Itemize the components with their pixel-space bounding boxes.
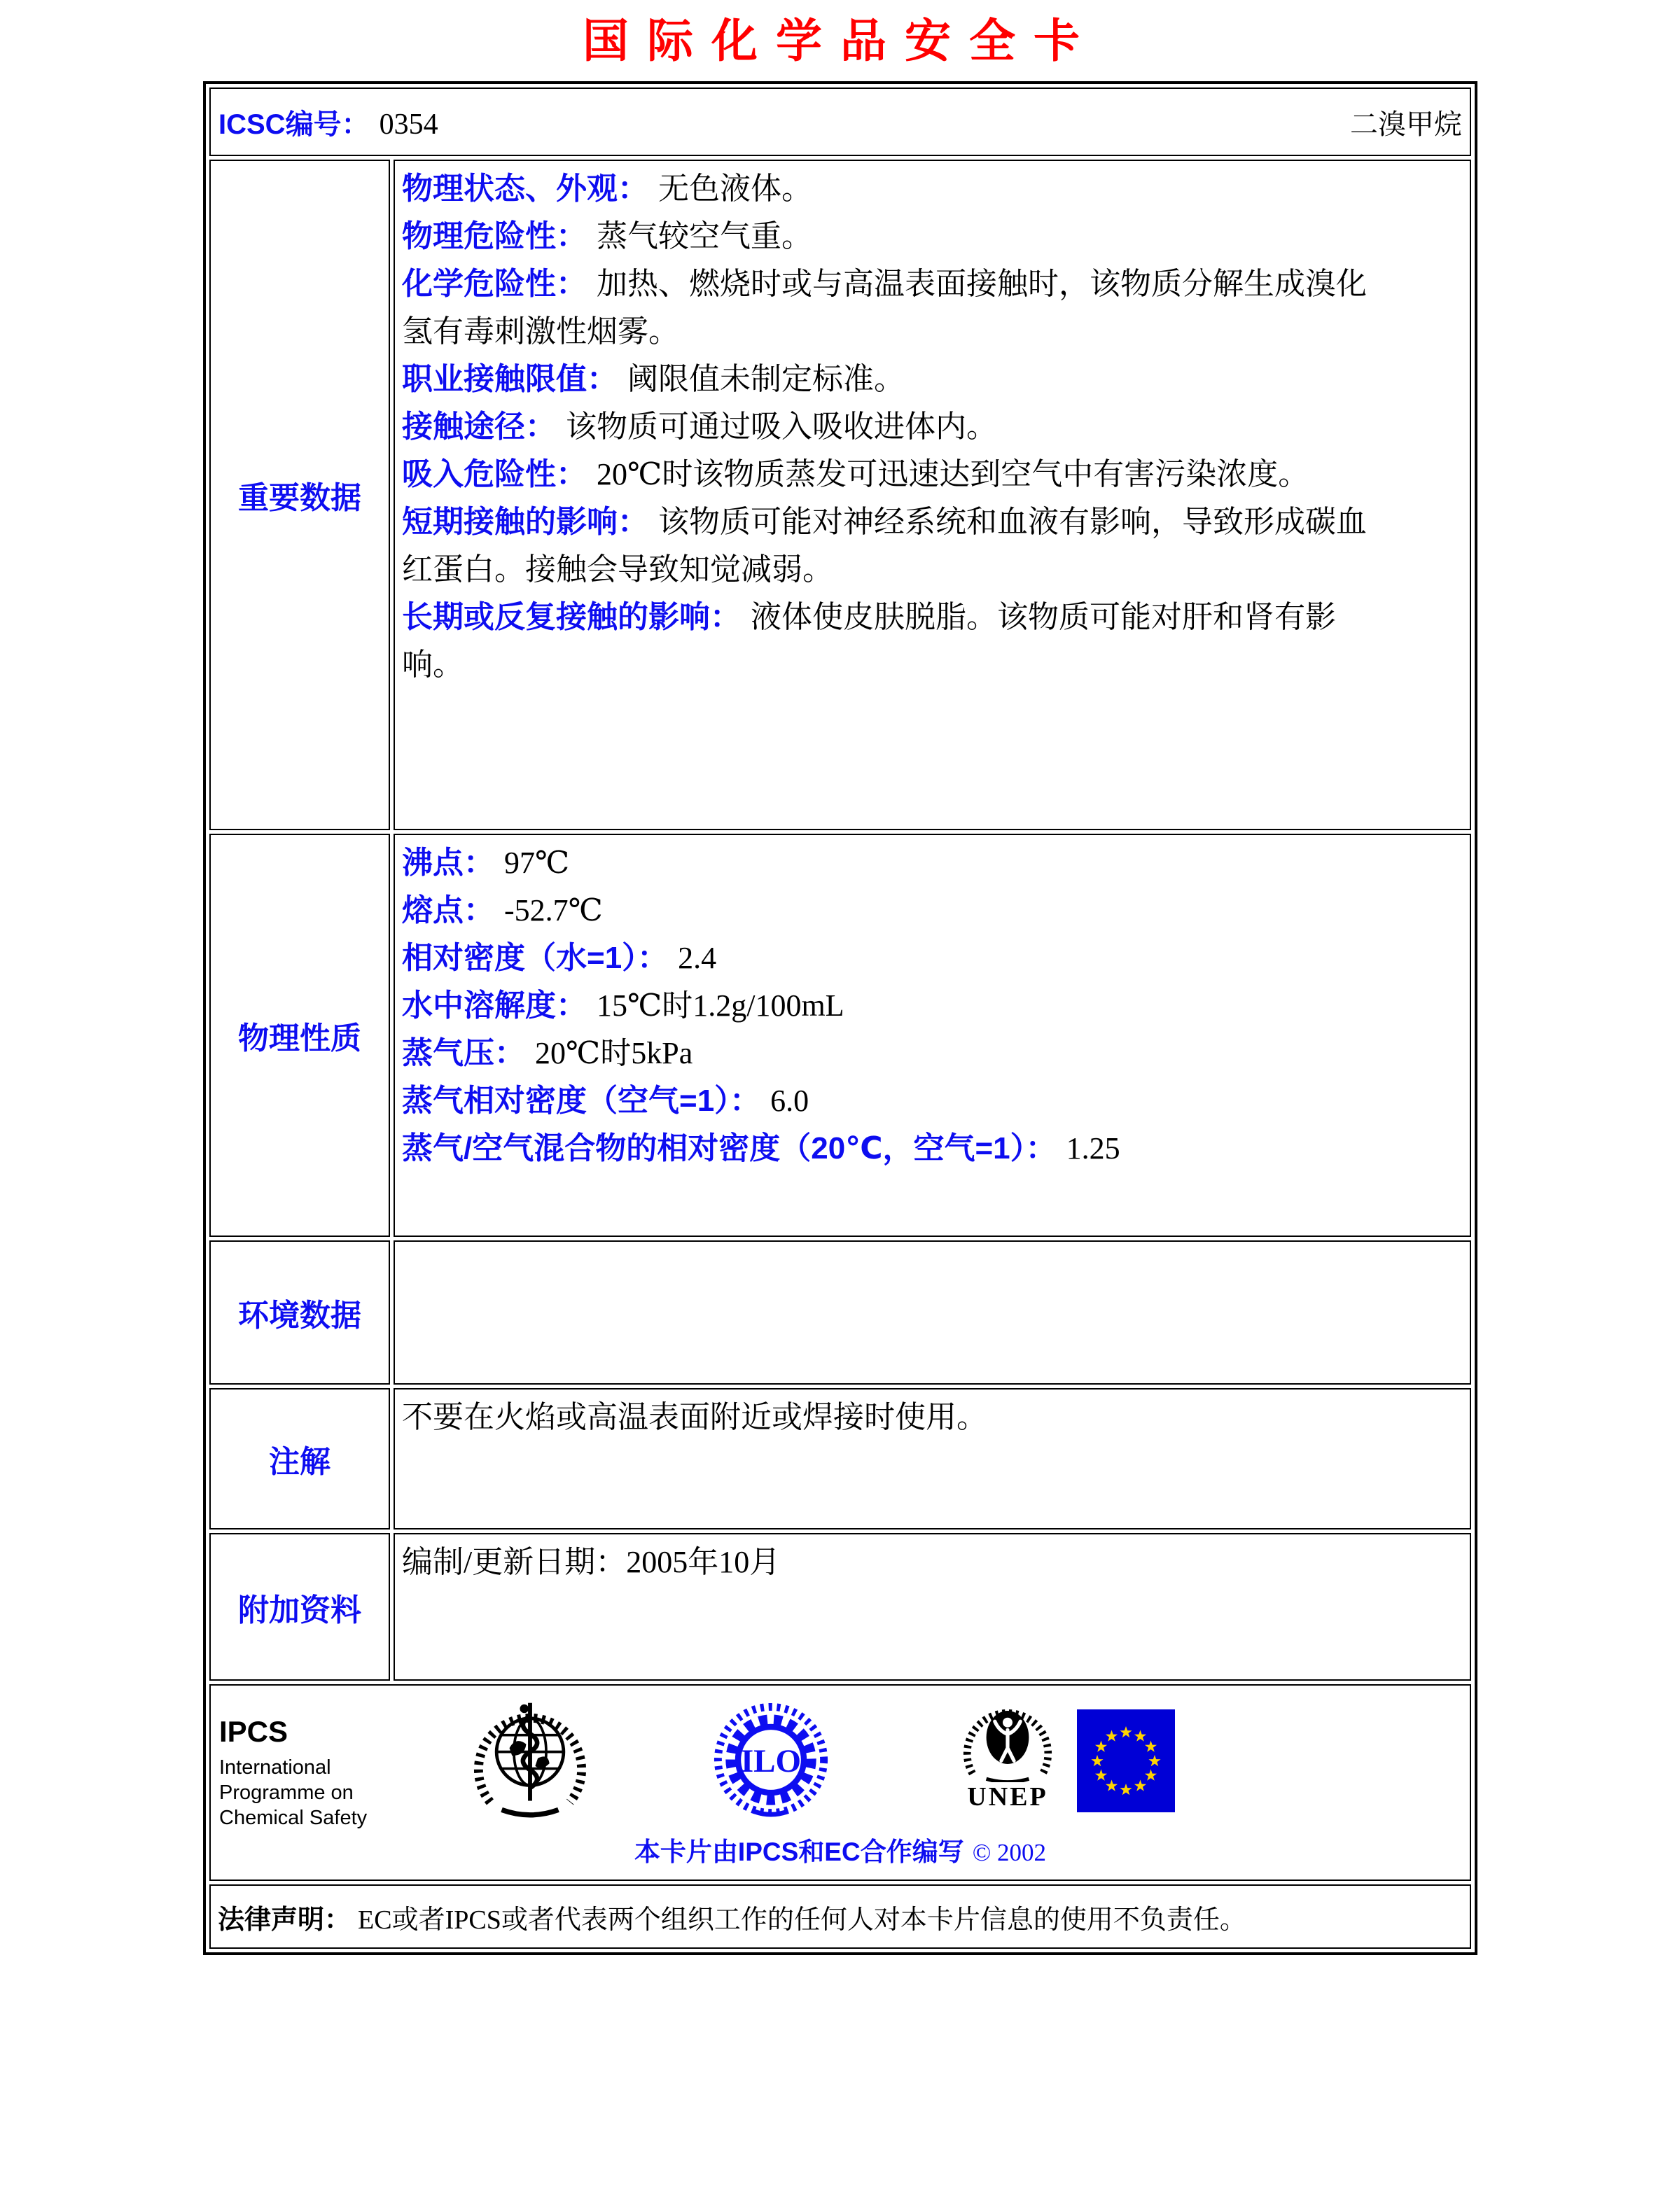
row-organizations (209, 1684, 1471, 1881)
field-label: 长期或反复接触的影响： (402, 600, 741, 634)
field-label: 蒸气/空气混合物的相对密度（20℃，空气=1）： (402, 1131, 1057, 1166)
field-line (402, 1125, 1461, 1172)
section-content-physical (394, 834, 1471, 1237)
legal-label: 法律声明： (218, 1905, 352, 1935)
cooperation-caption-line (211, 1830, 1470, 1868)
field-value: -52.7℃ (504, 893, 603, 927)
icsc-card-table (203, 81, 1477, 1955)
field-value: 6.0 (770, 1084, 809, 1118)
field-line (402, 260, 1461, 308)
field-line (402, 1030, 1461, 1077)
page-title: 国际化学品安全卡 (583, 15, 1098, 66)
field-label: 物理危险性： (402, 219, 587, 253)
row-legal (209, 1884, 1471, 1949)
unep-logo-block (954, 1697, 1061, 1812)
ilo-letters: ILO (740, 1742, 802, 1779)
header-cell (209, 88, 1471, 156)
field-label: 化学危险性： (402, 267, 587, 301)
ipcs-title: IPCS (219, 1715, 288, 1748)
field-value: 该物质可能对神经系统和血液有影响，导致形成碳血 (658, 505, 1367, 539)
notes-text: 不要在火焰或高温表面附近或焊接时使用。 (402, 1400, 987, 1434)
cooperation-caption: 本卡片由IPCS和EC合作编写 (634, 1837, 964, 1866)
field-line (402, 641, 1461, 689)
section-content-important (394, 160, 1471, 830)
field-line (402, 498, 1461, 546)
field-label: 水中溶解度： (402, 988, 587, 1023)
field-value: 20℃时该物质蒸发可迅速达到空气中有害污染浓度。 (597, 457, 1309, 491)
section-label-environment (209, 1240, 390, 1385)
icsc-number-value: 0354 (379, 108, 438, 141)
field-label: 相对密度（水=1）： (402, 941, 669, 975)
row-environmental-data (209, 1240, 1471, 1385)
icsc-number-label: ICSC编号： (218, 108, 370, 140)
section-label-text: 注解 (269, 1445, 330, 1479)
chemical-name: 二溴甲烷 (1350, 108, 1462, 140)
field-line (402, 839, 1461, 887)
section-label-important (209, 160, 390, 830)
section-content-notes (394, 1388, 1471, 1530)
section-label-text: 物理性质 (238, 1021, 361, 1056)
field-line (402, 934, 1461, 982)
field-label: 职业接触限值： (402, 362, 618, 396)
field-line (402, 213, 1461, 260)
who-logo-icon (466, 1691, 594, 1823)
legal-cell (209, 1884, 1471, 1949)
section-content-environment (394, 1240, 1471, 1385)
field-label: 接触途径： (402, 410, 556, 444)
section-label-text: 重要数据 (238, 481, 361, 515)
unep-label: UNEP (967, 1782, 1048, 1812)
copyright-text: © 2002 (972, 1839, 1047, 1866)
field-label: 蒸气压： (402, 1036, 525, 1070)
field-line (402, 546, 1461, 594)
field-line (402, 165, 1461, 213)
section-label-notes (209, 1388, 390, 1530)
field-value: 蒸气较空气重。 (597, 219, 812, 253)
notes-text-line (402, 1394, 1461, 1441)
field-value: 响。 (402, 648, 464, 682)
field-value: 氢有毒刺激性烟雾。 (402, 314, 679, 349)
update-date-line (402, 1539, 1461, 1586)
section-label-physical (209, 834, 390, 1237)
row-notes (209, 1388, 1471, 1530)
row-physical-properties (209, 834, 1471, 1237)
field-label: 沸点： (402, 846, 494, 880)
field-value: 加热、燃烧时或与高温表面接触时，该物质分解生成溴化 (597, 267, 1367, 301)
icsc-number-group (218, 102, 438, 142)
update-date-text: 编制/更新日期：2005年10月 (402, 1545, 781, 1579)
section-label-text: 附加资料 (238, 1592, 361, 1628)
field-value: 15℃时1.2g/100mL (597, 988, 844, 1023)
header-inner (211, 90, 1469, 154)
row-important-data (209, 160, 1471, 830)
section-label-additional (209, 1533, 390, 1681)
field-line (402, 451, 1461, 498)
header-row (209, 88, 1471, 156)
field-label: 短期接触的影响： (402, 505, 648, 539)
row-additional-information (209, 1533, 1471, 1681)
field-value: 液体使皮肤脱脂。该物质可能对肝和肾有影 (751, 600, 1336, 634)
field-label: 吸入危险性： (402, 457, 587, 491)
section-content-additional (394, 1533, 1471, 1681)
field-line (402, 1077, 1461, 1125)
field-value: 无色液体。 (658, 172, 812, 206)
ipcs-text-block (219, 1714, 367, 1830)
field-line (402, 308, 1461, 356)
field-line (402, 887, 1461, 934)
eu-flag-icon (1077, 1709, 1175, 1812)
field-line (402, 356, 1461, 403)
field-value: 20℃时5kPa (535, 1036, 693, 1070)
field-line (402, 982, 1461, 1030)
ilo-logo-icon (712, 1701, 830, 1819)
field-label: 蒸气相对密度（空气=1）： (402, 1084, 761, 1118)
field-label: 熔点： (402, 893, 494, 927)
unep-logo-icon (954, 1697, 1061, 1782)
ipcs-subtitle-line: Chemical Safety (219, 1807, 368, 1829)
field-value: 97℃ (504, 846, 570, 880)
field-value: 红蛋白。接触会导致知觉减弱。 (402, 552, 833, 587)
legal-text: EC或者IPCS或者代表两个组织工作的任何人对本卡片信息的使用不负责任。 (358, 1905, 1246, 1935)
ipcs-subtitle-line: Programme on (219, 1781, 354, 1804)
field-value: 2.4 (678, 941, 717, 975)
field-label: 物理状态、外观： (402, 172, 648, 206)
organizations-cell (209, 1684, 1471, 1881)
field-line (402, 594, 1461, 641)
field-value: 阈限值未制定标准。 (627, 362, 905, 396)
field-line (402, 403, 1461, 451)
ipcs-subtitle-line: International (219, 1756, 331, 1779)
field-value: 1.25 (1066, 1131, 1120, 1166)
field-value: 该物质可通过吸入吸收进体内。 (566, 410, 997, 444)
section-label-text: 环境数据 (238, 1298, 361, 1333)
